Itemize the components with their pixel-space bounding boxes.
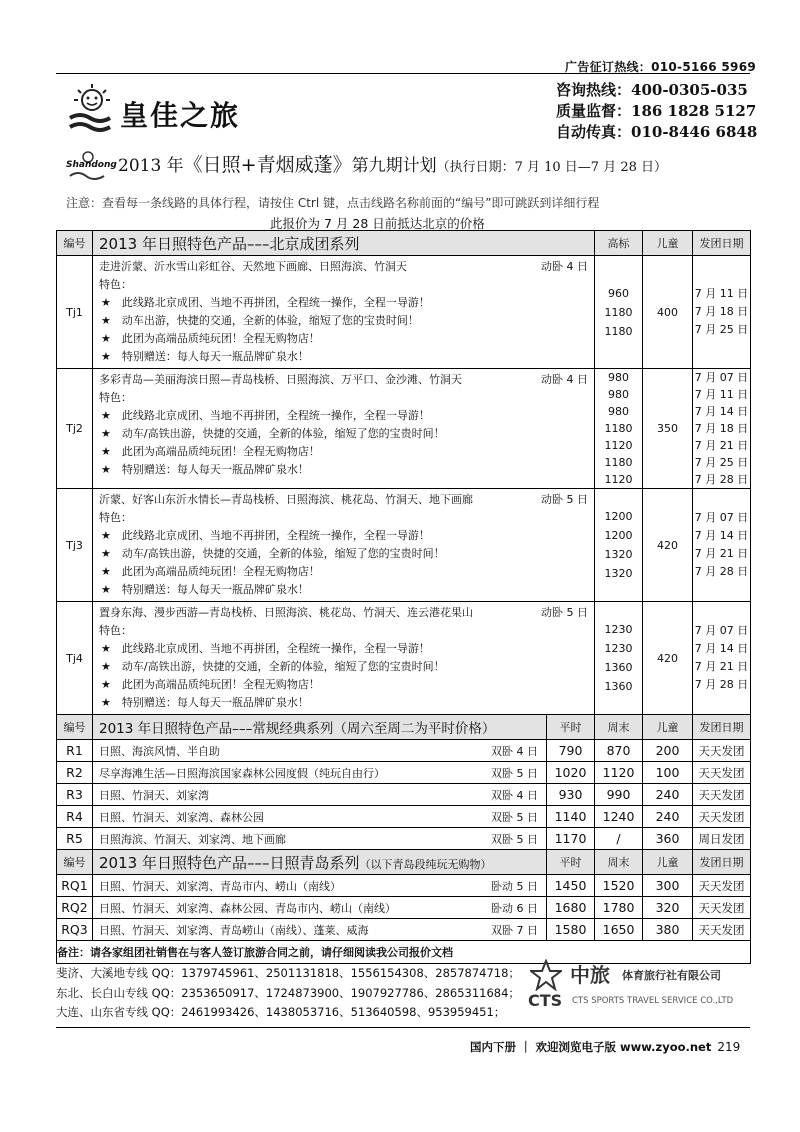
child-price: 420 xyxy=(643,602,693,715)
section2-header: 编号 2013 年日照特色产品–––常规经典系列（周六至周二为平时价格） 平时 周末 儿童 发团日期 xyxy=(57,715,751,740)
plan-title: 2013 年《日照+青烟威蓬》第九期计划（执行日期：7 月 10 日—7 月 28 日） xyxy=(118,154,668,176)
route-description: 走进沂蒙、沂水雪山彩虹谷、天然地下画廊、日照海滨、竹洞天 动卧 4 日 特色： ★ 此线路北京成团、当地不再拼团，全程统一操作，全程一导游！ ★ 动车出游，快捷的交通，全新的体验，缩短了您的宝贵时间！ ★ 此团为高端品质纯玩团！全程无购物店！ ★ 特别赠送：每人每天一瓶品牌矿泉水！ xyxy=(93,256,595,369)
table-row xyxy=(57,256,751,369)
price-table xyxy=(56,230,751,964)
contact-block xyxy=(556,80,757,143)
page-number: 219 xyxy=(717,1040,741,1054)
price-list: 980 980 980 1180 1120 1180 1120 xyxy=(595,369,643,489)
route-code-link[interactable]: R2 xyxy=(57,762,93,784)
table-row: R1 日照、海滨风情、半自助 双卧 4 日 790 870 200 天天发团 xyxy=(57,740,751,762)
ad-hotline: 广告征订热线：010-5166 5969 xyxy=(565,60,757,74)
child-price: 420 xyxy=(643,489,693,602)
shandong-logo: Shandong xyxy=(66,148,110,182)
table-row: R5 日照海滨、竹洞天、刘家湾、地下画廊 双卧 5 日 1170 / 360 周日发团 xyxy=(57,828,751,850)
route-code-link[interactable]: Tj1 xyxy=(57,256,93,369)
route-code-link[interactable]: R3 xyxy=(57,784,93,806)
cts-logo: 中旅 体育旅行社有限公司 CTS CTS SPORTS TRAVEL SERVICE CO.,LTD xyxy=(522,955,742,1015)
bottom-divider xyxy=(56,1027,750,1028)
section2-title: 2013 年日照特色产品–––常规经典系列（周六至周二为平时价格） xyxy=(93,715,547,740)
top-divider xyxy=(56,73,750,74)
route-code-link[interactable]: Tj4 xyxy=(57,602,93,715)
section1-header: 编号 2013 年日照特色产品–––北京成团系列 高标 儿童 发团日期 xyxy=(57,231,751,256)
contact-quality: 质量监督：186 1828 5127 xyxy=(556,102,757,120)
price-note: 此报价为 7 月 28 日前抵达北京的价格 xyxy=(270,216,485,231)
qq-contacts: 斐济、大溪地专线 QQ：1379745961、2501131818、1556154308、2857874718； 东北、长白山专线 QQ：2353650917、1724873900、1907927786、2865311684； 大连、山东省专线 QQ：2461993426、1438053716、513640598、953959451； xyxy=(56,966,520,1019)
contact-fax: 自动传真：010-8446 6848 xyxy=(556,123,758,141)
table-row: R2 尽享海滩生活—日照海滨国家森林公园度假（纯玩自由行） 双卧 5 日 1020 1120 100 天天发团 xyxy=(57,762,751,784)
route-description: 置身东海、漫步西游—青岛栈桥、日照海滨、桃花岛、竹洞天、连云港花果山 动卧 5 日 特色： ★ 此线路北京成团、当地不再拼团，全程统一操作，全程一导游！ ★ 动车/高铁出游，快捷的交通，全新的体验，缩短了您的宝贵时间！ ★ 此团为高端品质纯玩团！全程无购物店！ ★ 特别赠送：每人每天一瓶品牌矿泉水！ xyxy=(93,602,595,715)
route-code-link[interactable]: RQ3 xyxy=(57,919,93,941)
table-row xyxy=(57,602,751,715)
table-row: R3 日照、竹洞天、刘家湾 双卧 4 日 930 990 240 天天发团 xyxy=(57,784,751,806)
departure-dates: 7 月 07 日 7 月 14 日 7 月 21 日 7 月 28 日 xyxy=(693,602,751,715)
route-code-link[interactable]: R4 xyxy=(57,806,93,828)
footer: 国内下册 ｜ 欢迎浏览电子版 www.zyoo.net 219 xyxy=(470,1040,741,1054)
price-list: 960 1180 1180 xyxy=(595,256,643,369)
route-description: 多彩青岛—美丽海滨日照—青岛栈桥、日照海滨、万平口、金沙滩、竹洞天 动卧 4 日 特色： ★ 此线路北京成团、当地不再拼团，全程统一操作，全程一导游！ ★ 动车/高铁出游，快捷的交通，全新的体验，缩短了您的宝贵时间！ ★ 此团为高端品质纯玩团！全程无购物店！ ★ 特别赠送：每人每天一瓶品牌矿泉水！ xyxy=(93,369,595,489)
route-code-link[interactable]: R1 xyxy=(57,740,93,762)
table-row xyxy=(57,369,751,489)
sun-wave-icon xyxy=(66,82,118,137)
route-code-link[interactable]: Tj2 xyxy=(57,369,93,489)
route-code-link[interactable]: R5 xyxy=(57,828,93,850)
table-row xyxy=(57,489,751,602)
table-row: RQ3 日照、竹洞天、刘家湾、青岛崂山（南线）、蓬莱、威海 双卧 7 日 1580 1650 380 天天发团 xyxy=(57,919,751,941)
table-row: RQ1 日照、竹洞天、刘家湾、青岛市内、崂山（南线） 卧动 5 日 1450 1520 300 天天发团 xyxy=(57,875,751,897)
route-code-link[interactable]: RQ2 xyxy=(57,897,93,919)
remark-text: 备注：请各家组团社销售在与客人签订旅游合同之前，请仔细阅读我公司报价文档 xyxy=(57,941,751,964)
route-code-link[interactable]: RQ1 xyxy=(57,875,93,897)
table-row: R4 日照、竹洞天、刘家湾、森林公园 双卧 5 日 1140 1240 240 天天发团 xyxy=(57,806,751,828)
notice-text: 注意：查看每一条线路的具体行程，请按住 Ctrl 键，点击线路名称前面的“编号”即可跳跃到详细行程 xyxy=(66,196,600,210)
child-price: 400 xyxy=(643,256,693,369)
departure-dates: 7 月 07 日 7 月 14 日 7 月 21 日 7 月 28 日 xyxy=(693,489,751,602)
brand-name: 皇佳之旅 xyxy=(120,99,241,132)
section1-title: 2013 年日照特色产品–––北京成团系列 xyxy=(93,231,595,256)
departure-dates: 7 月 11 日 7 月 18 日 7 月 25 日 xyxy=(693,256,751,369)
star-icon xyxy=(530,959,562,991)
child-price: 350 xyxy=(643,369,693,489)
route-code-link[interactable]: Tj3 xyxy=(57,489,93,602)
departure-dates: 7 月 07 日 7 月 11 日 7 月 14 日 7 月 18 日 7 月 21 日 7 月 25 日 7 月 28 日 xyxy=(693,369,751,489)
price-list: 1200 1200 1320 1320 xyxy=(595,489,643,602)
table-row: RQ2 日照、竹洞天、刘家湾、森林公园、青岛市内、崂山（南线） 卧动 6 日 1680 1780 320 天天发团 xyxy=(57,897,751,919)
route-description: 沂蒙、好客山东沂水情长—青岛栈桥、日照海滨、桃花岛、竹洞天、地下画廊 动卧 5 日 特色： ★ 此线路北京成团、当地不再拼团，全程统一操作，全程一导游！ ★ 动车/高铁出游，快捷的交通，全新的体验，缩短了您的宝贵时间！ ★ 此团为高端品质纯玩团！全程无购物店！ ★ 特别赠送：每人每天一瓶品牌矿泉水！ xyxy=(93,489,595,602)
price-list: 1230 1230 1360 1360 xyxy=(595,602,643,715)
section3-title: 2013 年日照特色产品–––日照青岛系列（以下青岛段纯玩无购物） xyxy=(93,850,547,875)
contact-consult: 咨询热线：400-0305-035 xyxy=(556,81,748,99)
section3-header: 编号 2013 年日照特色产品–––日照青岛系列（以下青岛段纯玩无购物） 平时 周末 儿童 发团日期 xyxy=(57,850,751,875)
